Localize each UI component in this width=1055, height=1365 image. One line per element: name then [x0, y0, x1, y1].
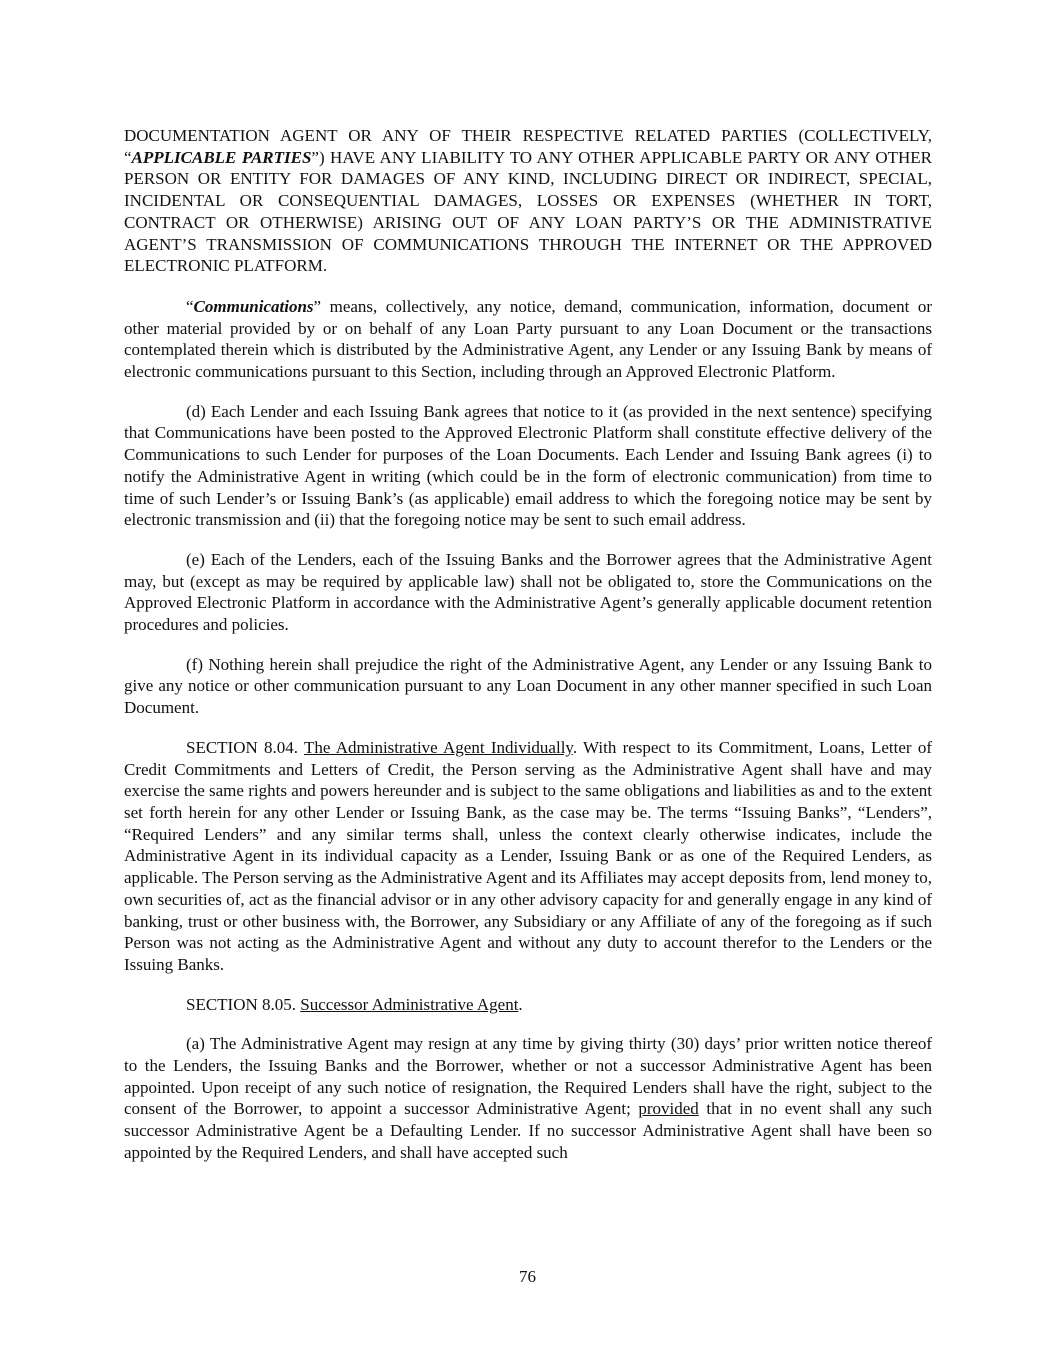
clause-d-paragraph: (d) Each Lender and each Issuing Bank agrees that notice to it (as provided in the next sentence) specifying that Communications have been posted to the Approved Electronic Platform shall constitute effective delivery of the Communications to such Lender for purposes of the Loan Documents. Each Lender and Issuing Bank agrees (i) to notify the Administrative Agent in writing (which could be in the form of electronic communication) from time to time of such Lender’s or Issuing Bank’s (as applicable) email address to which the foregoing notice may be sent by electronic transmission and (ii) that the foregoing notice may be sent to such email address. [124, 401, 932, 530]
communications-definition-text: ” means, collectively, any notice, demand, communication, information, document or other material provided by or on behalf of any Loan Party pursuant to any Loan Document or the transactions contemplated therein which is distributed by the Administrative Agent, any Lender or any Issuing Bank by means of electronic communications pursuant to this Section, including through an Approved Electronic Platform. [124, 296, 932, 382]
provided-term: provided [638, 1099, 699, 1119]
document-page [124, 125, 932, 1182]
communications-definition-paragraph [124, 296, 932, 383]
open-quote: “ [186, 296, 194, 316]
disclaimer-text: DOCUMENTATION AGENT OR ANY OF THEIR RESPECTIVE RELATED PARTIES (COLLECTIVELY, “ [124, 126, 932, 167]
section-8-04-text: . With respect to its Commitment, Loans, Letter of Credit Commitments and Letters of Credit, the Person serving as the Administrative Agent shall have and may exercise the same rights and powers hereunder and is subject to the same obligations and liabilities as and to the extent set forth herein for any other Lender or Issuing Bank, as the case may be. The terms “Issuing Banks”, “Lenders”, “Required Lenders” and any similar terms shall, unless the context clearly otherwise indicates, include the Administrative Agent in its individual capacity as a Lender, Issuing Bank or as one of the Required Lenders, as applicable. The Person serving as the Administrative Agent and its Affiliates may accept deposits from, lend money to, own securities of, act as the financial advisor or in any other advisory capacity for and generally engage in any kind of banking, trust or other business with, the Borrower, any Subsidiary or any Affiliate of any of the foregoing as if such Person was not acting as the Administrative Agent and without any duty to account therefor to the Lenders or the Issuing Banks. [124, 737, 932, 974]
applicable-parties-term: APPLICABLE PARTIES [131, 147, 312, 167]
clause-e-paragraph: (e) Each of the Lenders, each of the Issuing Banks and the Borrower agrees that the Administrative Agent may, but (except as may be required by applicable law) shall not be obligated to, store the Communications on the Approved Electronic Platform in accordance with the Administrative Agent’s generally applicable document retention procedures and policies. [124, 549, 932, 635]
clause-a-text: (a) The Administrative Agent may resign at any time by giving thirty (30) days’ prior written notice thereof to the Lenders, the Issuing Banks and the Borrower, whether or not a successor Administrative Agent has been appointed. Upon receipt of any such notice of resignation, the Required Lenders shall have the right, subject to the consent of the Borrower, to appoint a successor Administrative Agent; [124, 1034, 932, 1119]
clause-a-text-continued: that in no event shall any such successor Administrative Agent be a Defaulting Lender. If no successor Administrative Agent shall have been so appointed by the Required Lenders, and shall have accepted such [124, 1099, 932, 1162]
page-number: 76 [519, 1267, 536, 1286]
section-8-05-heading-paragraph [124, 994, 932, 1016]
clause-a-paragraph [124, 1033, 932, 1163]
section-8-05-heading: Successor Administrative Agent [300, 994, 519, 1014]
clause-f-paragraph: (f) Nothing herein shall prejudice the right of the Administrative Agent, any Lender or any Issuing Bank to give any notice or other communication pursuant to any Loan Document in any other manner specified in such Loan Document. [124, 654, 932, 718]
section-8-04-heading: The Administrative Agent Individually [303, 737, 573, 757]
disclaimer-text-continued: ”) HAVE ANY LIABILITY TO ANY OTHER APPLICABLE PARTY OR ANY OTHER PERSON OR ENTITY FOR DAMAGES OF ANY KIND, INCLUDING DIRECT OR INDIRECT, SPECIAL, INCIDENTAL OR CONSEQUENTIAL DAMAGES, LOSSES OR EXPENSES (WHETHER IN TORT, CONTRACT OR OTHERWISE) ARISING OUT OF ANY LOAN PARTY’S OR THE ADMINISTRATIVE AGENT’S TRANSMISSION OF COMMUNICATIONS THROUGH THE INTERNET OR THE APPROVED ELECTRONIC PLATFORM. [124, 147, 932, 276]
communications-term: Communications [193, 296, 314, 316]
section-8-05-period: . [518, 994, 523, 1014]
section-8-04-label: SECTION 8.04. [186, 737, 304, 757]
liability-disclaimer-paragraph [124, 125, 932, 277]
section-8-04-paragraph [124, 737, 932, 976]
section-8-05-label: SECTION 8.05. [186, 994, 301, 1014]
